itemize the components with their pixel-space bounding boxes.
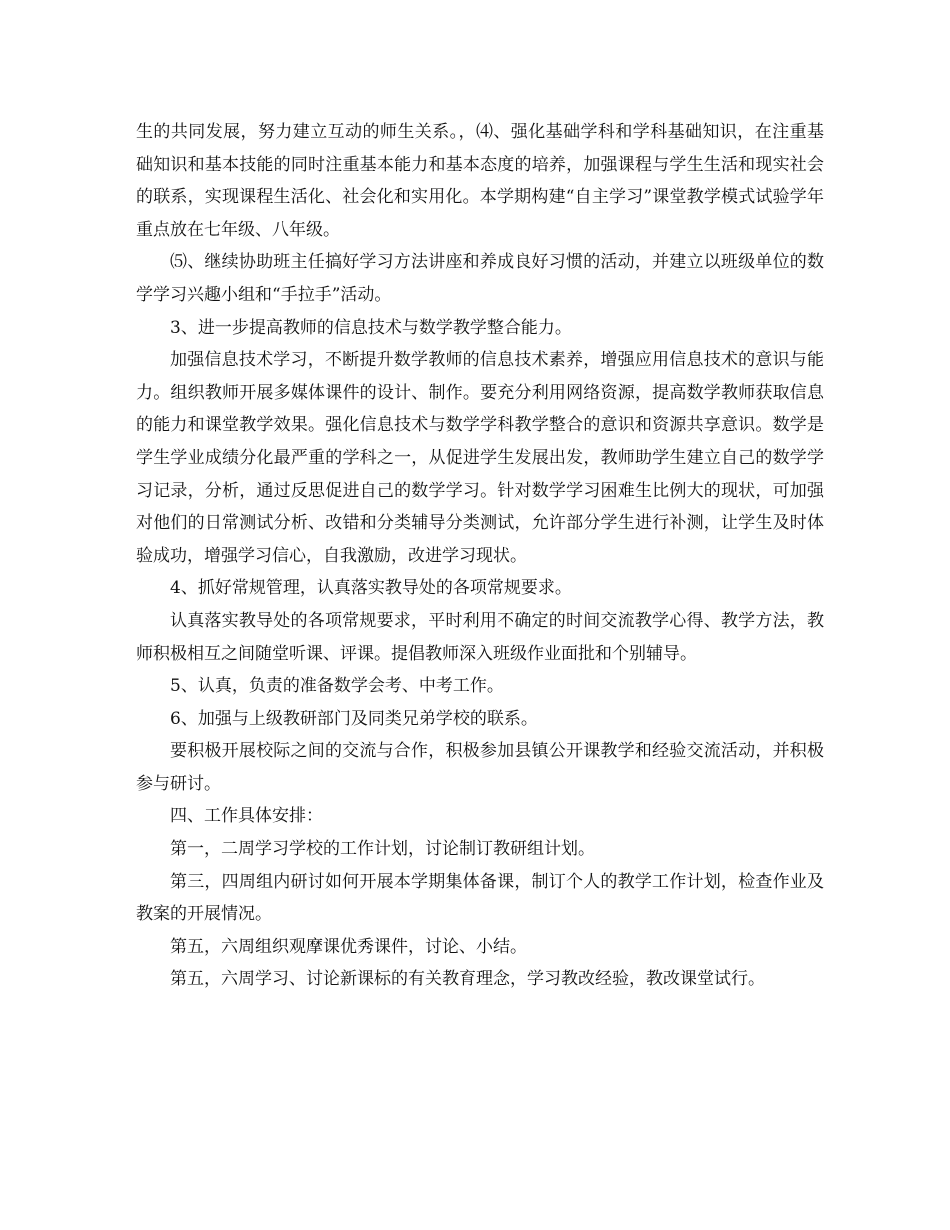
paragraph-2: ⑸、继续协助班主任搞好学习方法讲座和养成良好习惯的活动，并建立以班级单位的数学学习兴趣小组和“手拉手”活动。 (136, 252, 824, 305)
paragraph-10: 四、工作具体安排： (170, 806, 323, 827)
paragraph-1: 生的共同发展，努力建立互动的师生关系。，⑷、强化基础学科和学科基础知识，在注重基础知识和基本技能的同时注重基本能力和基本态度的培养，加强课程与学生生活和现实社会的联系，实现课程生活化、社会化和实用化。本学期构建“自主学习”课堂教学模式试验学年重点放在七年级、八年级。 (136, 122, 824, 240)
paragraph-12: 第三，四周组内研讨如何开展本学期集体备课，制订个人的教学工作计划，检查作业及教案的开展情况。 (136, 871, 824, 925)
paragraph-14: 第五，六周学习、讨论新课标的有关教育理念，学习教改经验，教改课堂试行。 (170, 969, 765, 990)
paragraph-6: 认真落实教导处的各项常规要求，平时利用不确定的时间交流教学心得、教学方法，教师积极相互之间随堂听课、评课。提倡教师深入班级作业面批和个别辅导。 (136, 610, 824, 664)
paragraph-5: 4、抓好常规管理，认真落实教导处的各项常规要求。 (170, 578, 572, 599)
paragraph-4: 加强信息技术学习，不断提升数学教师的信息技术素养，增强应用信息技术的意识与能力。组织教师开展多媒体课件的设计、制作。要充分利用网络资源，提高数学教师获取信息的能力和课堂教学效果。强化信息技术与数学学科教学整合的意识和资源共享意识。数学是学生学业成绩分化最严重的学科之一，从促进学生发展出发，教师助学生建立自己的数学学习记录，分析，通过反思促进自己的数学学习。针对数学学习困难生比例大的现状，可加强对他们的日常测试分析、改错和分类辅导分类测试，允许部分学生进行补测，让学生及时体验成功，增强学习信心，自我激励，改进学习现状。 (136, 350, 824, 566)
paragraph-8: 6、加强与上级教研部门及同类兄弟学校的联系。 (170, 708, 538, 729)
paragraph-9: 要积极开展校际之间的交流与合作，积极参加县镇公开课教学和经验交流活动，并积极参与研讨。 (136, 741, 824, 794)
paragraph-3: 3、进一步提高教师的信息技术与数学教学整合能力。 (170, 317, 572, 338)
paragraph-13: 第五，六周组织观摩课优秀课件，讨论、小结。 (170, 936, 527, 957)
paragraph-11: 第一，二周学习学校的工作计划，讨论制订教研组计划。 (170, 839, 595, 860)
document-body (136, 116, 824, 996)
paragraph-7: 5、认真，负责的准备数学会考、中考工作。 (170, 676, 504, 697)
